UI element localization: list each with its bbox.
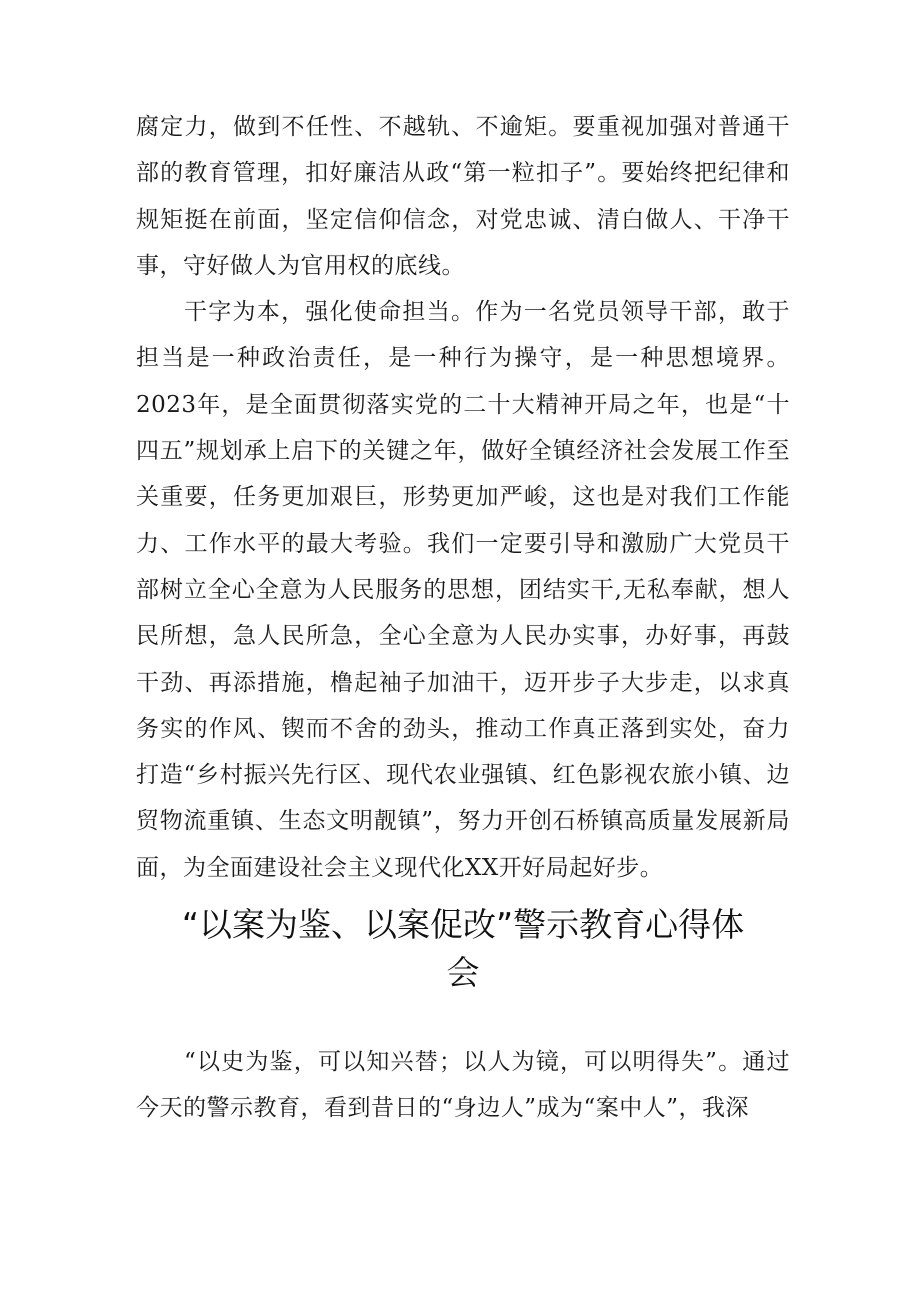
section-heading-line-2: 会 bbox=[446, 953, 480, 993]
document-body bbox=[136, 104, 790, 1132]
paragraph-intro: “以史为鉴，可以知兴替；以人为镜，可以明得失”。通过今天的警示教育，看到昔日的“身边人”成为“案中人”，我深 bbox=[136, 1049, 790, 1122]
section-heading-line-1: “以案为鉴、以案促改”警示教育心得体 bbox=[181, 905, 745, 945]
paragraph-continuation: 腐定力，做到不任性、不越轨、不逾矩。要重视加强对普通干部的教育管理，扣好廉洁从政“第一粒扣子”。要始终把纪律和规矩挺在前面，坚定信仰信念，对党忠诚、清白做人、干净干事，守好做人为官用权的底线。 bbox=[136, 114, 790, 279]
paragraph-mission: 干字为本，强化使命担当。作为一名党员领导干部，敢于担当是一种政治责任，是一种行为操守，是一种思想境界。2023年，是全面贯彻落实党的二十大精神开局之年，也是“十四五”规划承上启下的关键之年，做好全镇经济社会发展工作至关重要，任务更加艰巨，形势更加严峻，这也是对我们工作能力、工作水平的最大考验。我们一定要引导和激励广大党员干部树立全心全意为人民服务的思想，团结实干,无私奉献，想人民所想，急人民所急，全心全意为人民办实事，办好事，再鼓干劲、再添措施，橹起袖子加油干，迈开步子大步走，以求真务实的作风、锲而不舍的劲头，推动工作真正落到实处，奋力打造“乡村振兴先行区、现代农业强镇、红色影视农旅小镇、边贸物流重镇、生态文明靓镇”，努力开创石桥镇高质量发展新局面，为全面建设社会主义现代化XX开好局起好步。 bbox=[136, 299, 790, 881]
section-heading bbox=[136, 901, 790, 997]
